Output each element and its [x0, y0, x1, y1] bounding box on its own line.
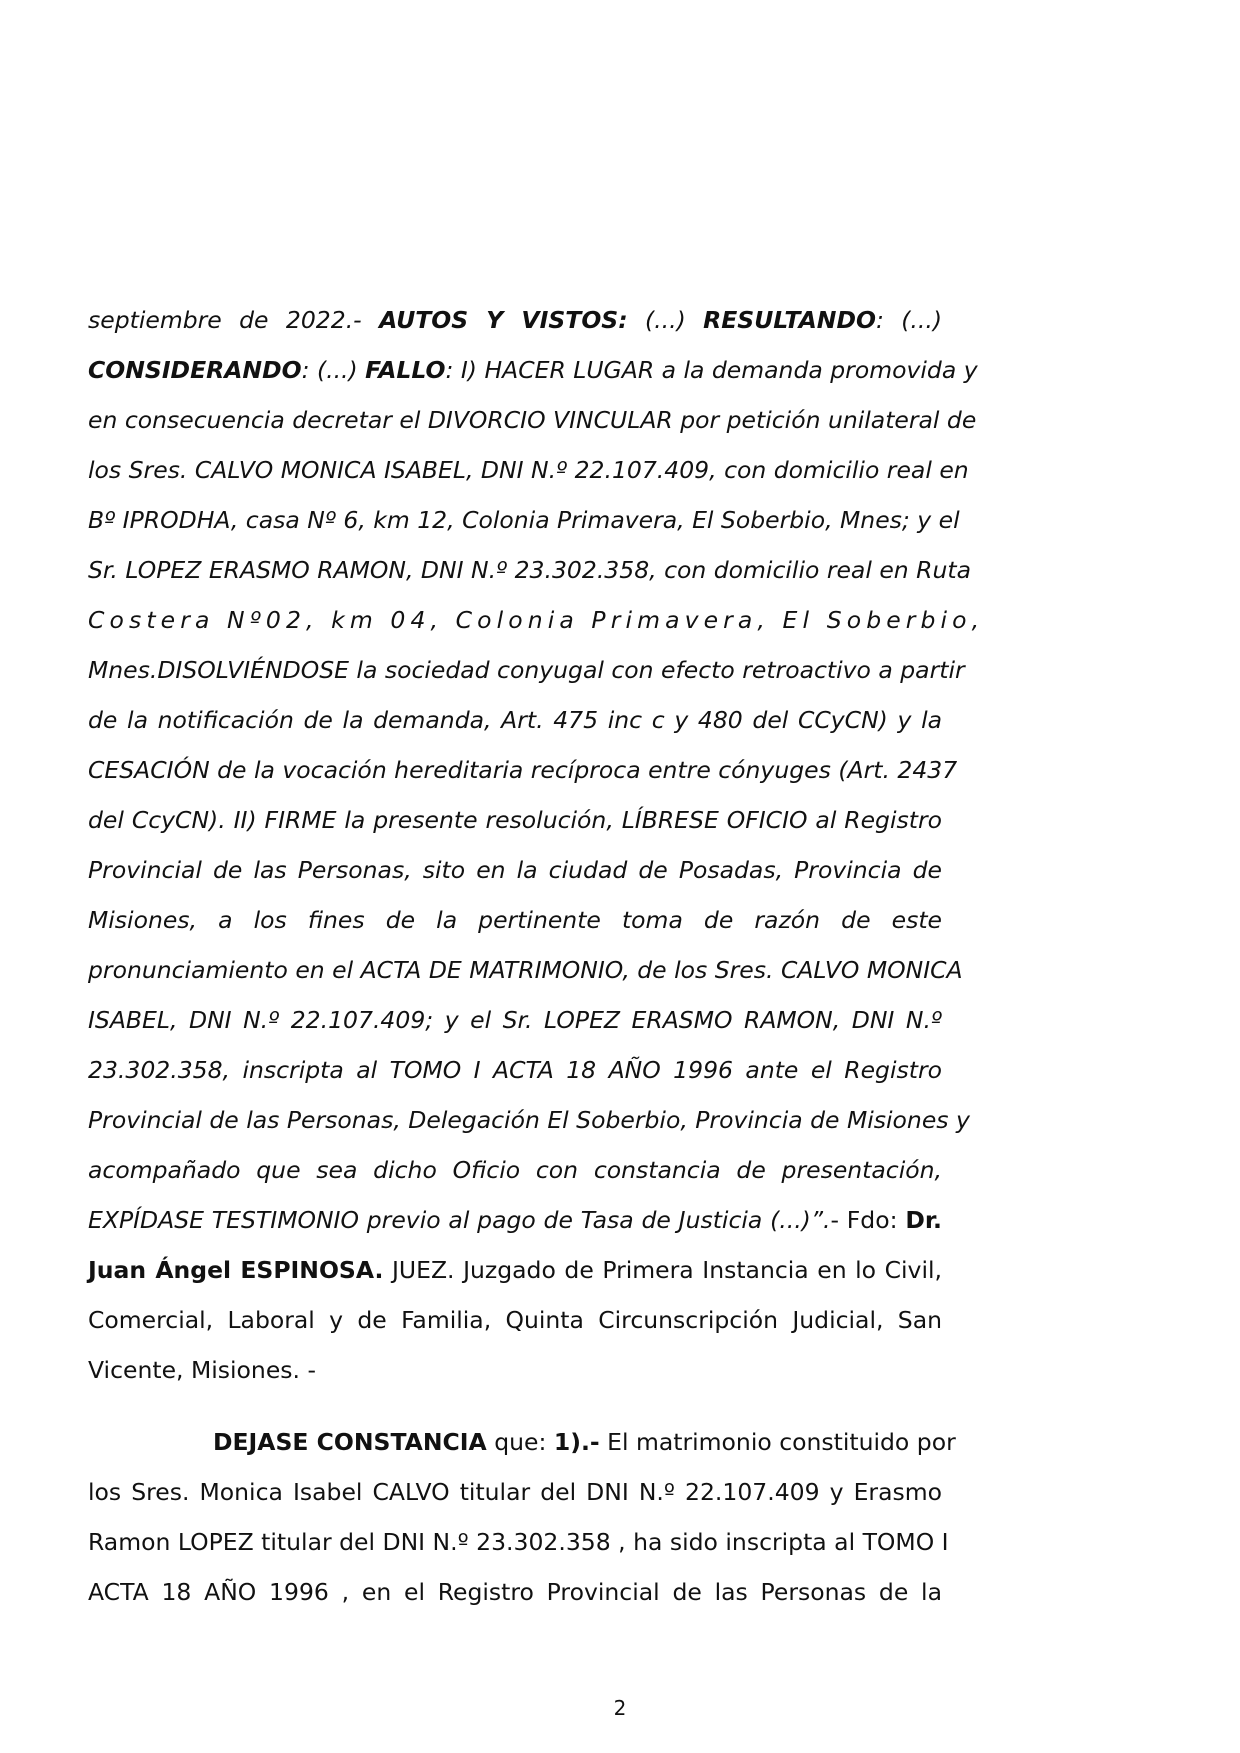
text-run: pronunciamiento en el ACTA DE MATRIMONIO, de los Sres. CALVO MONICA	[88, 956, 963, 984]
text-run: Bº IPRODHA, casa Nº 6, km 12, Colonia Primavera, El Soberbio, Mnes; y el	[88, 506, 960, 534]
text-run: FALLO	[365, 356, 446, 384]
text-line	[213, 1428, 956, 1456]
text-run: 1).-	[553, 1428, 600, 1456]
text-run: Juan Ángel ESPINOSA.	[88, 1256, 384, 1284]
text-line	[88, 1578, 942, 1606]
text-run: CESACIÓN de la vocación hereditaria recíproca entre cónyuges (Art. 2437	[88, 756, 958, 784]
text-run: : (...)	[301, 356, 366, 384]
text-line	[88, 456, 969, 484]
text-run: acompañado que sea dicho Oficio con constancia de presentación,	[88, 1156, 942, 1184]
page-number: 2	[613, 1696, 627, 1720]
text-run: : (...)	[875, 306, 943, 334]
text-line	[88, 1156, 942, 1184]
text-line	[88, 356, 978, 384]
text-run: Vicente, Misiones. -	[88, 1356, 316, 1384]
text-run: Costera Nº02, km 04, Colonia Primavera, El Soberbio,	[88, 606, 985, 634]
text-run: El matrimonio constituido por	[599, 1428, 956, 1456]
text-line	[88, 906, 942, 934]
text-line	[88, 1528, 949, 1556]
text-line	[88, 1206, 942, 1234]
text-line	[88, 1256, 942, 1284]
text-line	[88, 806, 942, 834]
text-line	[88, 656, 965, 684]
text-line	[88, 556, 971, 584]
text-run: Provincial de las Personas, sito en la ciudad de Posadas, Provincia de	[88, 856, 942, 884]
text-line	[88, 506, 960, 534]
text-line	[88, 756, 958, 784]
text-line	[88, 1106, 970, 1134]
text-run: en consecuencia decretar el DIVORCIO VINCULAR por petición unilateral de	[88, 406, 977, 434]
text-line	[88, 1356, 942, 1384]
text-line	[88, 1306, 942, 1334]
text-run: 23.302.358, inscripta al TOMO I ACTA 18 AÑO 1996 ante el Registro	[88, 1056, 942, 1084]
text-run: AUTOS Y VISTOS:	[379, 306, 628, 334]
text-run: ACTA 18 AÑO 1996 , en el Registro Provincial de las Personas de la	[88, 1578, 942, 1606]
text-run: los Sres. Monica Isabel CALVO titular del DNI N.º 22.107.409 y Erasmo	[88, 1478, 942, 1506]
text-line	[88, 1478, 942, 1506]
text-run: Comercial, Laboral y de Familia, Quinta Circunscripción Judicial, San	[88, 1306, 942, 1334]
text-run: Mnes.DISOLVIÉNDOSE la sociedad conyugal con efecto retroactivo a partir	[88, 656, 965, 684]
text-run: Provincial de las Personas, Delegación El Soberbio, Provincia de Misiones y	[88, 1106, 970, 1134]
text-run: septiembre de 2022.-	[88, 306, 380, 334]
text-run: de la notificación de la demanda, Art. 475 inc c y 480 del CCyCN) y la	[88, 706, 942, 734]
text-run: Sr. LOPEZ ERASMO RAMON, DNI N.º 23.302.358, con domicilio real en Ruta	[88, 556, 971, 584]
text-run: CONSIDERANDO	[88, 356, 302, 384]
text-run: - Fdo:	[830, 1206, 906, 1234]
text-line	[88, 706, 942, 734]
text-run: del CcyCN). II) FIRME la presente resolución, LÍBRESE OFICIO al Registro	[88, 806, 942, 834]
text-line	[88, 956, 963, 984]
text-run: que:	[486, 1428, 554, 1456]
text-run: los Sres. CALVO MONICA ISABEL, DNI N.º 22.107.409, con domicilio real en	[88, 456, 969, 484]
text-line	[88, 606, 985, 634]
text-line	[88, 306, 942, 334]
text-run: : I) HACER LUGAR a la demanda promovida y	[445, 356, 978, 384]
text-run: ISABEL, DNI N.º 22.107.409; y el Sr. LOPEZ ERASMO RAMON, DNI N.º	[88, 1006, 942, 1034]
text-run: Ramon LOPEZ titular del DNI N.º 23.302.358 , ha sido inscripta al TOMO I	[88, 1528, 949, 1556]
text-line	[88, 406, 977, 434]
text-run: Misiones, a los fines de la pertinente toma de razón de este	[88, 906, 942, 934]
text-run: (...)	[627, 306, 704, 334]
text-run: Dr.	[905, 1206, 942, 1234]
text-run: EXPÍDASE TESTIMONIO previo al pago de Tasa de Justicia (...)”.	[88, 1206, 831, 1234]
text-run: JUEZ. Juzgado de Primera Instancia en lo Civil,	[383, 1256, 942, 1284]
text-run: RESULTANDO	[703, 306, 876, 334]
text-line	[88, 1056, 942, 1084]
text-line	[88, 1006, 942, 1034]
text-run: DEJASE CONSTANCIA	[213, 1428, 487, 1456]
text-line	[88, 856, 942, 884]
